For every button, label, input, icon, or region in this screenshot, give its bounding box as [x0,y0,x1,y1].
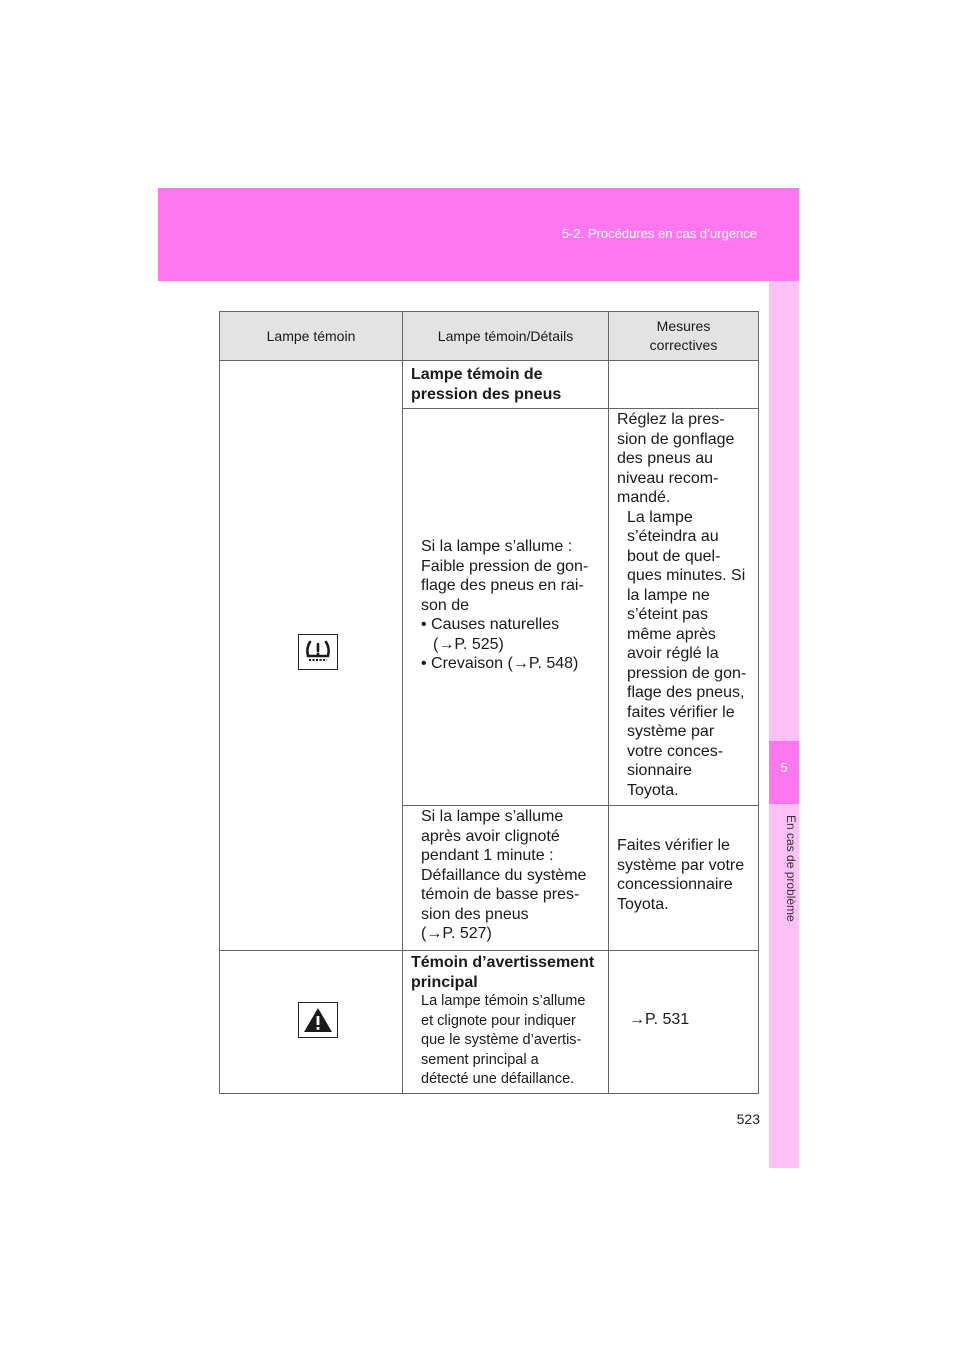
detail-line: que le système d’avertis- [421,1032,582,1048]
action-line: flage des pneus, [627,684,745,701]
detail-line: • Causes naturelles [421,616,560,633]
action-line: sion de gonflage [617,430,735,448]
detail-line: • Crevaison (→P. 548) [421,655,579,672]
action-line: même après [627,625,716,643]
detail-line: pendant 1 minute : [421,847,554,864]
action-line: pression de gon- [627,664,747,682]
detail-line: La lampe témoin s’allume [421,993,586,1009]
master-warning-details [411,992,606,1090]
column-divider [402,312,403,1093]
action-line: Toyota. [627,781,679,799]
master-warning-triangle-icon [298,1002,338,1038]
detail-line: et clignote pour indiquer [421,1012,576,1029]
title-line: Témoin d’avertissement [411,954,595,971]
section-title: 5-2. Procédures en cas d’urgence [561,226,757,241]
section-header [158,188,799,281]
action-line: s’éteindra au [627,528,719,545]
column-divider [608,312,609,1093]
row-divider [220,360,758,361]
action-line: des pneus au [617,450,714,467]
warning-lamp-table [219,311,759,1094]
action-line: Toyota. [617,895,669,913]
detail-line: détecté une défaillance. [421,1071,575,1087]
detail-line: Si la lampe s’allume [421,808,564,825]
page-number: 523 [736,1111,760,1127]
detail-line: sion des pneus [421,905,529,923]
action-line: Faites vérifier le [617,837,730,854]
action-line: bout de quel- [627,547,721,565]
tire-pressure-case2-details [411,807,606,944]
action-line: système par [627,723,715,740]
action-line: la lampe ne [627,586,710,604]
action-line: votre conces- [627,742,724,760]
action-line: Réglez la pres- [617,411,725,428]
master-warning-action: →P. 531 [629,1011,690,1028]
detail-line: Faible pression de gon- [421,557,589,575]
detail-line: après avoir clignoté [421,827,560,845]
action-line: faites vérifier le [627,703,735,721]
detail-line: témoin de basse pres- [421,886,580,903]
column-header-details: Lampe témoin/Détails [403,312,608,360]
action-line: ques minutes. Si [627,567,746,584]
detail-line: son de [421,596,470,614]
detail-line: flage des pneus en rai- [421,577,584,594]
tire-pressure-warning-icon [298,634,338,670]
chapter-tab [769,281,799,1168]
master-warning-title [411,953,601,992]
detail-line: sement principal a [421,1051,539,1068]
chapter-label: En cas de problème [784,815,798,922]
detail-line: (→P. 527) [421,925,492,942]
detail-line: (→P. 525) [433,635,504,653]
action-line: La lampe [627,508,693,526]
action-line: s’éteint pas [627,606,708,623]
tire-pressure-title: Lampe témoin de pression des pneus [411,366,562,403]
action-line: système par votre [617,856,745,874]
action-line: niveau recom- [617,469,719,487]
title-line: principal [411,973,478,991]
chapter-number: 5 [780,760,788,775]
detail-line: Si la lampe s’allume : [421,538,573,555]
action-line: sionnaire [627,762,692,779]
tire-pressure-case1-action [617,410,757,800]
tire-pressure-case1-details [411,537,606,674]
column-header-actions: Mesures correctives [609,312,758,360]
action-line: concessionnaire [617,876,733,893]
action-line: avoir réglé la [627,645,719,662]
action-line: mandé. [617,489,671,506]
detail-line: Défaillance du système [421,866,587,884]
row-divider [220,950,758,951]
tire-pressure-case2-action [617,836,757,914]
row-divider [403,805,758,806]
column-header-lamp: Lampe témoin [220,312,402,360]
row-divider [403,408,758,409]
